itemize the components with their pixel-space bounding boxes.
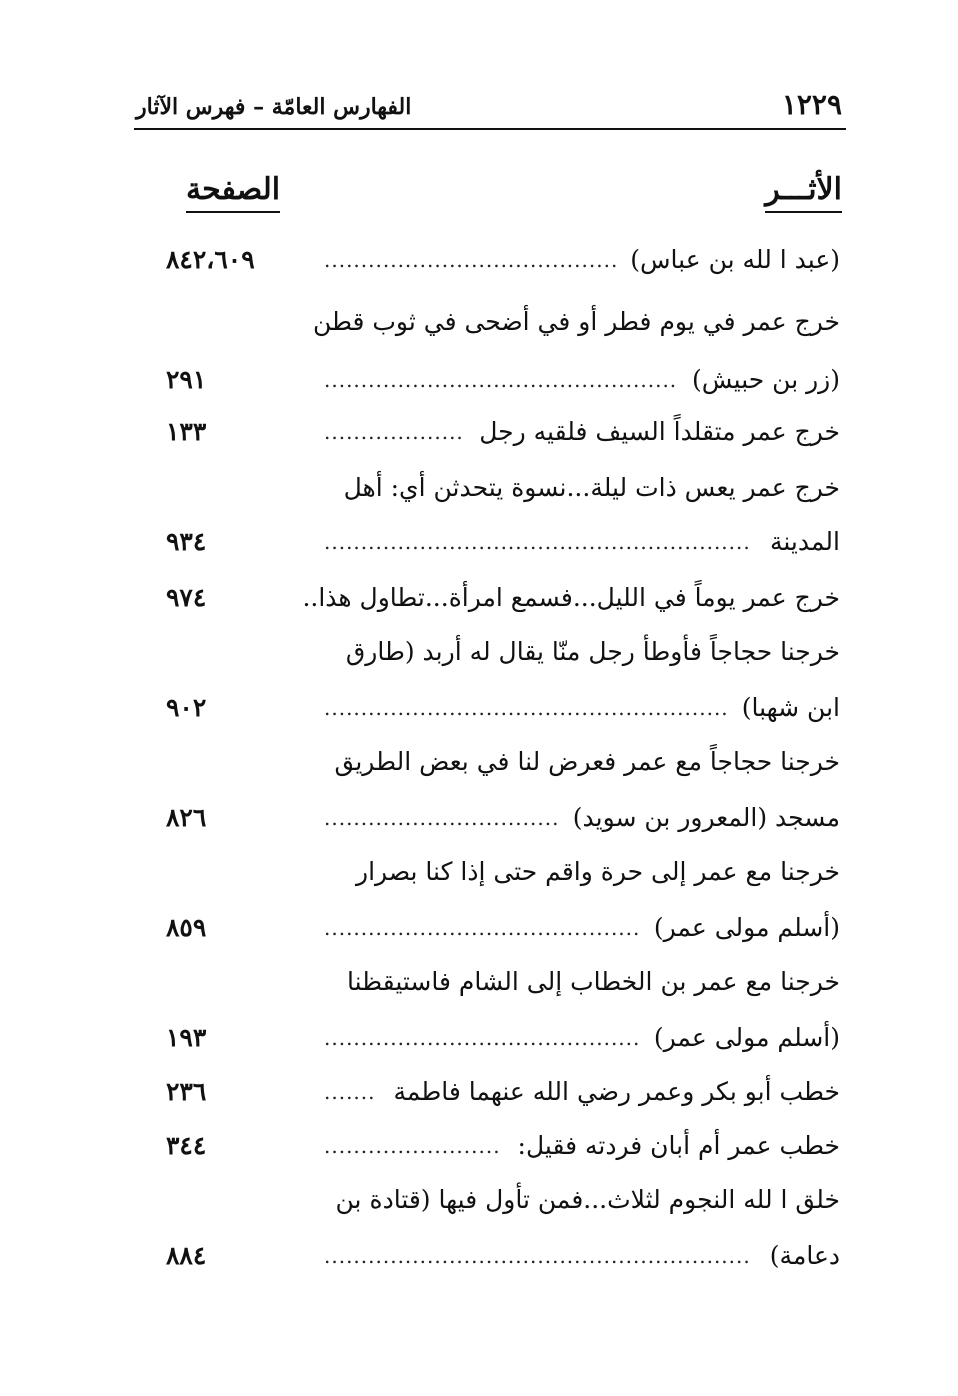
entry-line bbox=[320, 1180, 840, 1220]
dot-leader: ....................................................... bbox=[324, 696, 729, 720]
entry-line bbox=[320, 468, 840, 508]
entry-text: خرجنا مع عمر بن الخطاب إلى الشام فاستيقظنا bbox=[347, 967, 840, 996]
page-reference: ٩٧٤ bbox=[166, 583, 207, 612]
entry-line bbox=[320, 240, 840, 280]
page-reference: ٩٣٤ bbox=[166, 527, 207, 556]
entry-text: خرجنا مع عمر إلى حرة واقم حتى إذا كنا بصرار bbox=[356, 857, 840, 886]
entry-text: (أسلم مولى عمر) bbox=[653, 913, 840, 942]
dot-leader: ....... bbox=[324, 1080, 376, 1104]
running-header bbox=[134, 88, 846, 130]
entry-text: خرج عمر يوماً في الليل...فسمع امرأة...تطاول هذا.. bbox=[302, 583, 840, 612]
athar-column-heading: الأثـــر bbox=[765, 172, 842, 213]
entry-line bbox=[320, 412, 840, 452]
entry-line bbox=[320, 632, 840, 672]
entry-line bbox=[320, 962, 840, 1002]
entry-text: خطب عمر أم أبان فردته فقيل: bbox=[517, 1131, 840, 1160]
entry-line bbox=[320, 360, 840, 400]
page-reference: ٨٨٤ bbox=[166, 1241, 207, 1270]
entry-text: خرج عمر متقلداً السيف فلقيه رجل bbox=[479, 417, 840, 446]
entry-text: دعامة) bbox=[769, 1241, 840, 1270]
page-reference: ٨٤٢،٦٠٩ bbox=[166, 245, 255, 274]
entry-text: خطب أبو بكر وعمر رضي الله عنهما فاطمة bbox=[393, 1077, 840, 1106]
entry-text: خرجنا حجاجاً مع عمر فعرض لنا في بعض الطريق bbox=[334, 747, 840, 776]
page-reference: ٢٩١ bbox=[166, 365, 207, 394]
entry-line bbox=[320, 1236, 840, 1276]
entry-text: ابن شهبا) bbox=[741, 693, 840, 722]
entry-text: (زر بن حبيش) bbox=[692, 365, 840, 394]
entry-text: خرجنا حجاجاً فأوطأ رجل منّا يقال له أربد (طارق bbox=[345, 637, 840, 666]
entry-line bbox=[320, 1126, 840, 1166]
entry-line bbox=[320, 688, 840, 728]
page-column-heading: الصفحة bbox=[186, 172, 280, 213]
entry-text: خرج عمر يعس ذات ليلة...نسوة يتحدثن أي: أهل bbox=[343, 473, 840, 502]
entry-line bbox=[320, 742, 840, 782]
entry-line bbox=[320, 1072, 840, 1112]
entry-line bbox=[312, 302, 840, 342]
entry-line bbox=[320, 852, 840, 892]
page-reference: ٨٢٦ bbox=[166, 803, 207, 832]
dot-leader: ................................ bbox=[324, 806, 560, 830]
entry-text: المدينة bbox=[769, 527, 840, 556]
running-title: الفهارس العامّة – فهرس الآثار bbox=[136, 94, 412, 120]
entry-text: مسجد (المعرور بن سويد) bbox=[572, 803, 840, 832]
page-reference: ٨٥٩ bbox=[166, 913, 207, 942]
entry-line bbox=[320, 522, 840, 562]
dot-leader: ................................................ bbox=[324, 368, 678, 392]
page-reference: ٩٠٢ bbox=[166, 693, 207, 722]
entry-line bbox=[320, 1018, 840, 1058]
entry-line bbox=[320, 798, 840, 838]
dot-leader: .......................................................... bbox=[324, 1244, 751, 1268]
entry-text: خلق ا لله النجوم لثلاث...فمن تأول فيها (قتادة بن bbox=[335, 1185, 840, 1214]
page-reference: ٣٤٤ bbox=[166, 1131, 207, 1160]
dot-leader: ........................................... bbox=[324, 916, 641, 940]
entry-line bbox=[302, 578, 840, 618]
page-reference: ٢٣٦ bbox=[166, 1077, 207, 1106]
dot-leader: ........................................... bbox=[324, 1026, 641, 1050]
page-number: ١٢٢٩ bbox=[781, 88, 842, 121]
page-reference: ١٩٣ bbox=[166, 1023, 207, 1052]
entry-text: (عبد ا لله بن عباس) bbox=[630, 245, 840, 274]
dot-leader: ........................................ bbox=[324, 248, 619, 272]
dot-leader: .......................................................... bbox=[324, 530, 751, 554]
dot-leader: ........................ bbox=[324, 1134, 501, 1158]
entry-text: خرج عمر في يوم فطر أو في أضحى في ثوب قطن bbox=[312, 307, 840, 336]
entry-line bbox=[320, 908, 840, 948]
page-reference: ١٣٣ bbox=[166, 417, 207, 446]
entry-text: (أسلم مولى عمر) bbox=[653, 1023, 840, 1052]
dot-leader: ................... bbox=[324, 420, 464, 444]
